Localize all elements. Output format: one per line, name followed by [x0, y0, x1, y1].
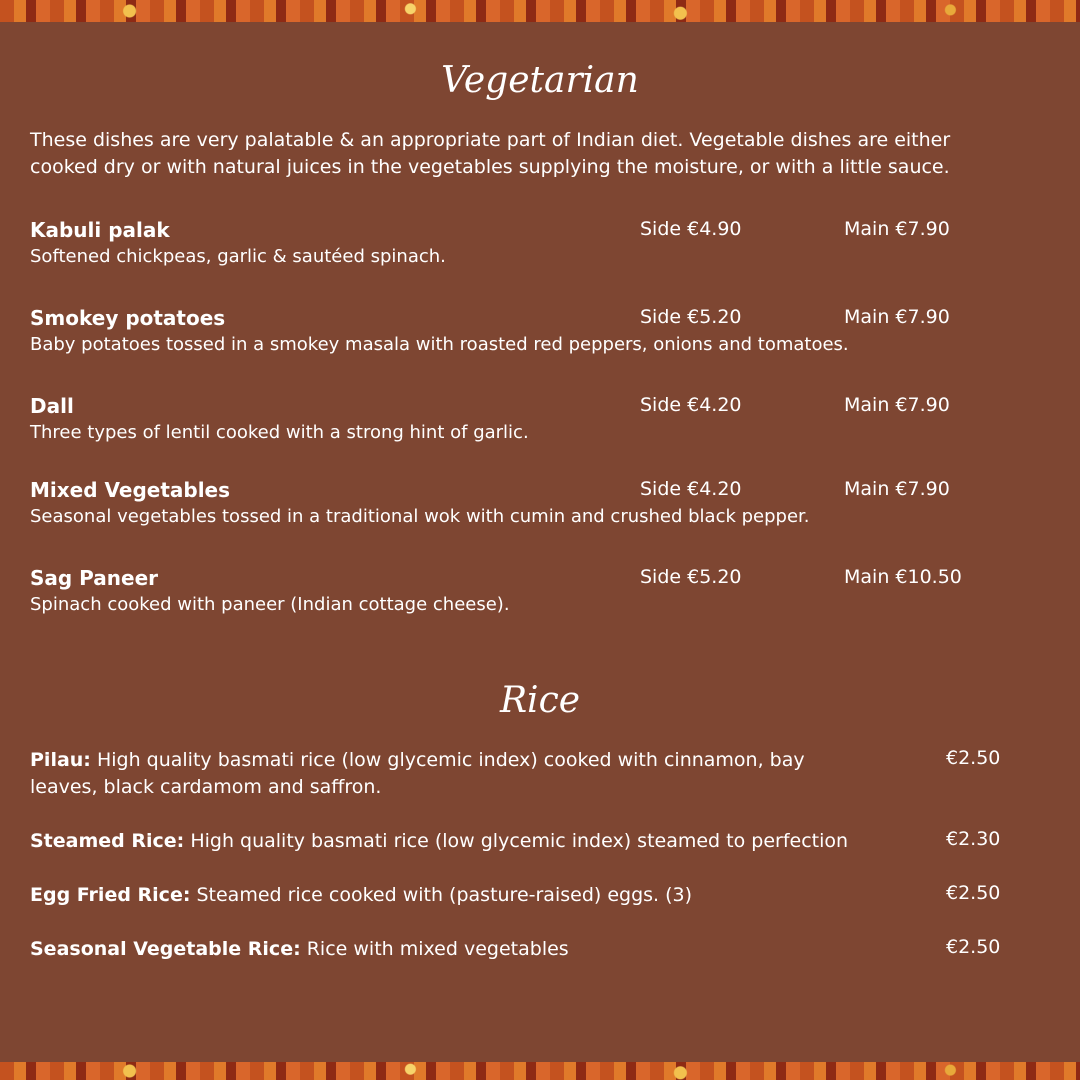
dish-description: Spinach cooked with paneer (Indian cottage cheese). [30, 594, 510, 615]
rice-price: €2.50 [946, 882, 1001, 904]
dish-side-price: Side €4.20 [640, 394, 742, 416]
rice-description: High quality basmati rice (low glycemic index) steamed to perfection [190, 830, 849, 852]
dish-name: Smokey potatoes [30, 306, 226, 330]
dish-name: Kabuli palak [30, 218, 170, 242]
dish-description: Softened chickpeas, garlic & sautéed spinach. [30, 246, 446, 267]
dish-item [30, 306, 1070, 362]
rice-description: Rice with mixed vegetables [306, 938, 569, 960]
dish-description: Baby potatoes tossed in a smokey masala with roasted red peppers, onions and tomatoes. [30, 334, 849, 355]
dish-side-price: Side €5.20 [640, 306, 742, 328]
rice-name: Seasonal Vegetable Rice: [30, 938, 301, 960]
dish-item [30, 394, 1070, 450]
rice-price: €2.50 [946, 747, 1001, 769]
dish-side-price: Side €4.20 [640, 478, 742, 500]
dish-description: Seasonal vegetables tossed in a traditional wok with cumin and crushed black pepper. [30, 506, 810, 527]
dish-description: Three types of lentil cooked with a strong hint of garlic. [30, 422, 529, 443]
rice-price: €2.30 [946, 828, 1001, 850]
dish-item [30, 218, 1070, 274]
decorative-border-top [0, 0, 1080, 22]
dish-main-price: Main €7.90 [844, 306, 950, 328]
dish-name: Mixed Vegetables [30, 478, 231, 502]
vegetarian-title: Vegetarian [441, 60, 639, 101]
rice-name: Egg Fried Rice: [30, 884, 191, 906]
rice-text [30, 882, 860, 909]
dish-name: Sag Paneer [30, 566, 159, 590]
rice-name: Steamed Rice: [30, 830, 185, 852]
dish-side-price: Side €4.90 [640, 218, 742, 240]
dish-main-price: Main €10.50 [844, 566, 962, 588]
dish-side-price: Side €5.20 [640, 566, 742, 588]
rice-text [30, 747, 860, 801]
decorative-border-bottom [0, 1062, 1080, 1080]
dish-main-price: Main €7.90 [844, 394, 950, 416]
rice-description: Steamed rice cooked with (pasture-raised) eggs. (3) [196, 884, 693, 906]
vegetarian-intro: These dishes are very palatable & an appropriate part of Indian diet. Vegetable dishes are either cooked dry or with natural juices in the vegetables supplying the moisture, or with a little sauce. [30, 129, 951, 178]
rice-price: €2.50 [946, 936, 1001, 958]
rice-text [30, 828, 860, 855]
dish-main-price: Main €7.90 [844, 478, 950, 500]
dish-name: Dall [30, 394, 74, 418]
dish-item [30, 566, 1070, 622]
rice-title: Rice [499, 680, 581, 721]
rice-text [30, 936, 860, 963]
rice-name: Pilau: [30, 749, 91, 771]
dish-item [30, 478, 1070, 534]
dish-main-price: Main €7.90 [844, 218, 950, 240]
rice-description: High quality basmati rice (low glycemic index) cooked with cinnamon, bay leaves, black cardamom and saffron. [30, 749, 805, 798]
